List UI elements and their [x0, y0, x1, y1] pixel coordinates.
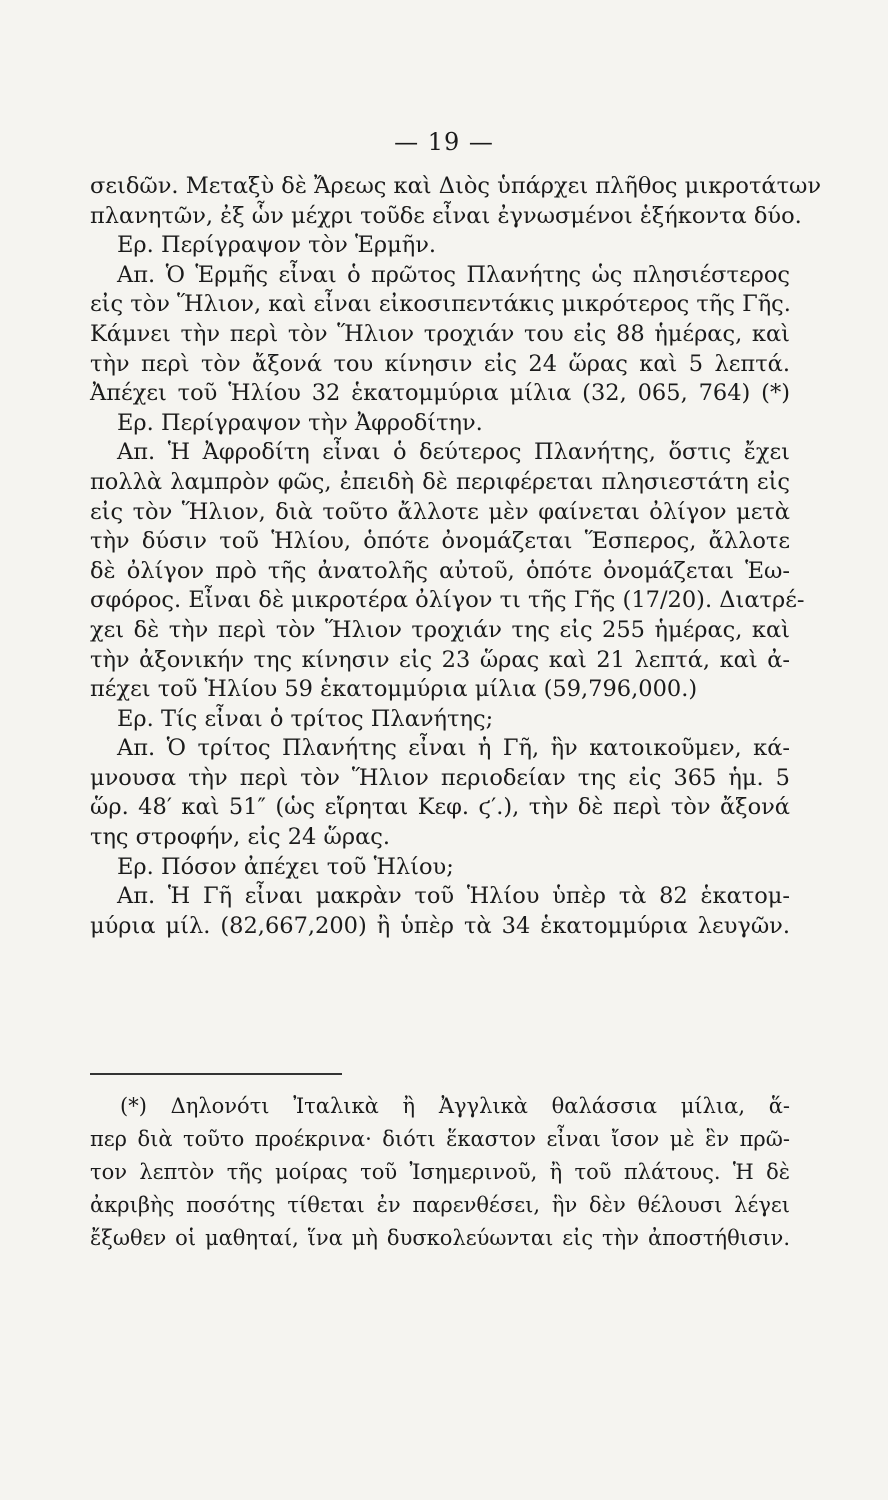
footnote-line: ἀκριβὴς ποσότης τίθεται ἐν παρενθέσει, ἣν δὲν θέλουσι λέγει — [90, 1193, 790, 1217]
text-line: εἰς τὸν Ἥλιον, καὶ εἶναι εἰκοσιπεντάκις μικρότερος τῆς Γῆς. — [90, 291, 791, 318]
text-line: της στροφήν, εἰς 24 ὥρας. — [90, 824, 391, 851]
text-line: Ἀπέχει τοῦ Ἡλίου 32 ἑκατομμύρια μίλια (32, 065, 764) (*) — [90, 380, 790, 407]
text-line: σφόρος. Εἶναι δὲ μικροτέρα ὀλίγον τι τῆς Γῆς (17/20). Διατρέ- — [90, 587, 805, 614]
question-line: Ερ. Περίγραψον τὴν Ἀφροδίτην. — [117, 409, 483, 436]
text-line: σειδῶν. Μεταξὺ δὲ Ἄρεως καὶ Διὸς ὑπάρχει πλῆθος μικροτάτων — [90, 173, 822, 199]
footnote-line: ἔξωθεν οἱ μαθηταί, ἵνα μὴ δυσκολεύωνται εἰς τὴν ἀποστήθισιν. — [90, 1226, 790, 1250]
text-line: τὴν ἀξονικήν της κίνησιν εἰς 23 ὥρας καὶ 21 λεπτά, καὶ ἀ- — [90, 646, 790, 673]
question-line: Ερ. Πόσον ἀπέχει τοῦ Ἡλίου; — [117, 853, 454, 880]
answer-line: Απ. Ἡ Γῆ εἶναι μακρὰν τοῦ Ἡλίου ὑπὲρ τὰ 82 ἑκατομ- — [117, 883, 790, 910]
footnote-line: τον λεπτὸν τῆς μοίρας τοῦ Ἰσημερινοῦ, ἢ τοῦ πλάτους. Ἡ δὲ — [90, 1160, 790, 1184]
answer-line: Απ. Ὁ Ἑρμῆς εἶναι ὁ πρῶτος Πλανήτης ὡς πλησιέστερος — [117, 261, 790, 288]
text-line: τὴν περὶ τὸν ἄξονά του κίνησιν εἰς 24 ὥρας καὶ 5 λεπτά. — [90, 350, 790, 377]
text-line: χει δὲ τὴν περὶ τὸν Ἥλιον τροχιάν της εἰς 255 ἡμέρας, καὶ — [90, 616, 790, 643]
text-line: μνουσα τὴν περὶ τὸν Ἥλιον περιοδείαν της εἰς 365 ἡμ. 5 — [90, 764, 790, 791]
footnote-line: (*) Δηλονότι Ἰταλικὰ ἢ Ἀγγλικὰ θαλάσσια μίλια, ἅ- — [120, 1094, 790, 1118]
footnote-line: περ διὰ τοῦτο προέκρινα· διότι ἕκαστον εἶναι ἴσον μὲ ἓν πρῶ- — [90, 1127, 790, 1151]
footnote — [90, 1090, 790, 1255]
question-line: Ερ. Περίγραψον τὸν Ἑρμῆν. — [117, 232, 437, 259]
text-line: εἰς τὸν Ἥλιον, διὰ τοῦτο ἄλλοτε μὲν φαίνεται ὀλίγον μετὰ — [90, 498, 790, 525]
page-number: — 19 — — [394, 128, 494, 156]
answer-line: Απ. Ἡ Ἀφροδίτη εἶναι ὁ δεύτερος Πλανήτης, ὅστις ἔχει — [117, 439, 790, 466]
question-line: Ερ. Τίς εἶναι ὁ τρίτος Πλανήτης; — [117, 705, 494, 732]
text-line: πολλὰ λαμπρὸν φῶς, ἐπειδὴ δὲ περιφέρεται πλησιεστάτη εἰς — [90, 468, 790, 495]
text-line: τὴν δύσιν τοῦ Ἡλίου, ὁπότε ὀνομάζεται Ἕσπερος, ἄλλοτε — [90, 528, 790, 555]
text-line: μύρια μίλ. (82,667,200) ἢ ὑπὲρ τὰ 34 ἑκατομμύρια λευγῶν. — [90, 912, 790, 939]
answer-line: Απ. Ὁ τρίτος Πλανήτης εἶναι ἡ Γῆ, ἣν κατοικοῦμεν, κά- — [117, 735, 790, 762]
text-line: ὥρ. 48′ καὶ 51″ (ὡς εἴρηται Κεφ. ϛ′.), τὴν δὲ περὶ τὸν ἄξονά — [90, 794, 790, 821]
text-line: Κάμνει τὴν περὶ τὸν Ἥλιον τροχιάν του εἰς 88 ἡμέρας, καὶ — [90, 320, 790, 347]
footnote-separator — [90, 1073, 342, 1075]
text-line: πλανητῶν, ἐξ ὧν μέχρι τοῦδε εἶναι ἐγνωσμένοι ἑξήκοντα δύο. — [90, 202, 802, 229]
main-text — [90, 172, 822, 941]
text-line: δὲ ὀλίγον πρὸ τῆς ἀνατολῆς αὐτοῦ, ὁπότε ὀνομάζεται Ἑω- — [90, 557, 790, 584]
text-line: πέχει τοῦ Ἡλίου 59 ἑκατομμύρια μίλια (59,796,000.) — [90, 676, 698, 703]
